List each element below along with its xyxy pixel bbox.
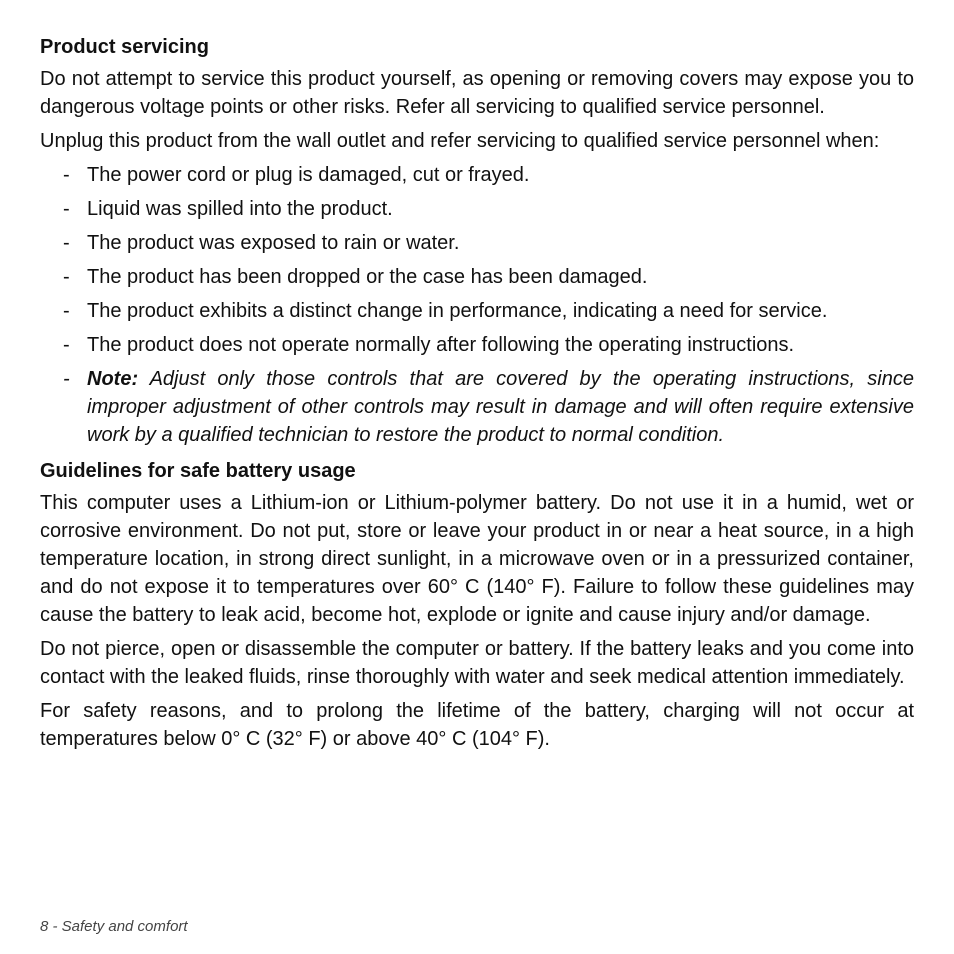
dash-bullet: - (63, 266, 70, 288)
list-item-text: The power cord or plug is damaged, cut or frayed. (87, 164, 530, 186)
list-item (40, 195, 914, 223)
dash-bullet: - (63, 300, 70, 322)
document-page (40, 33, 914, 759)
list-item-text: The product does not operate normally after following the operating instructions. (87, 334, 795, 356)
list-item (40, 331, 914, 359)
paragraph: Unplug this product from the wall outlet and refer servicing to qualified service personnel when: (40, 130, 880, 152)
dash-bullet: - (63, 368, 70, 390)
dash-bullet: - (63, 198, 70, 220)
section-heading: Product servicing (40, 36, 209, 58)
note-label: Note: (87, 368, 139, 390)
list-item (40, 263, 914, 291)
list-item-text: The product was exposed to rain or water. (87, 232, 460, 254)
section-battery-guidelines (40, 457, 914, 753)
list-item (40, 297, 914, 325)
list-item (40, 229, 914, 257)
dash-bullet: - (63, 164, 70, 186)
paragraph: This computer uses a Lithium-ion or Lithium-polymer battery. Do not use it in a humid, wet or corrosive environment. Do not put, store or leave your product in or near a heat source, in a high temperature location, in strong direct sunlight, in a microwave oven or in a pressurized container, and do not expose it to temperatures over 60° C (140° F). Failure to follow these guidelines may cause the battery to leak acid, become hot, explode or ignite and cause injury and/or damage. (40, 492, 914, 626)
list-item (40, 161, 914, 189)
list-item-text: The product exhibits a distinct change in performance, indicating a need for service. (87, 300, 828, 322)
list-item-text: The product has been dropped or the case has been damaged. (87, 266, 648, 288)
dash-bullet: - (63, 334, 70, 356)
paragraph: Do not attempt to service this product yourself, as opening or removing covers may expose you to dangerous voltage points or other risks. Refer all servicing to qualified service personnel. (40, 68, 914, 118)
paragraph: Do not pierce, open or disassemble the computer or battery. If the battery leaks and you come into contact with the leaked fluids, rinse thoroughly with water and seek medical attention immediately. (40, 638, 914, 688)
section-heading: Guidelines for safe battery usage (40, 460, 356, 482)
page-footer: 8 - Safety and comfort (40, 918, 188, 935)
note-list-item (40, 365, 914, 449)
dash-bullet: - (63, 232, 70, 254)
list-item-text: Liquid was spilled into the product. (87, 198, 393, 220)
paragraph: For safety reasons, and to prolong the lifetime of the battery, charging will not occur at temperatures below 0° C (32° F) or above 40° C (104° F). (40, 700, 914, 750)
note-text: Adjust only those controls that are covered by the operating instructions, since improper adjustment of other controls may result in damage and will often require extensive work by a qualified technician to restore the product to normal condition. (87, 368, 914, 446)
section-product-servicing (40, 33, 914, 449)
servicing-conditions-list (40, 161, 914, 449)
